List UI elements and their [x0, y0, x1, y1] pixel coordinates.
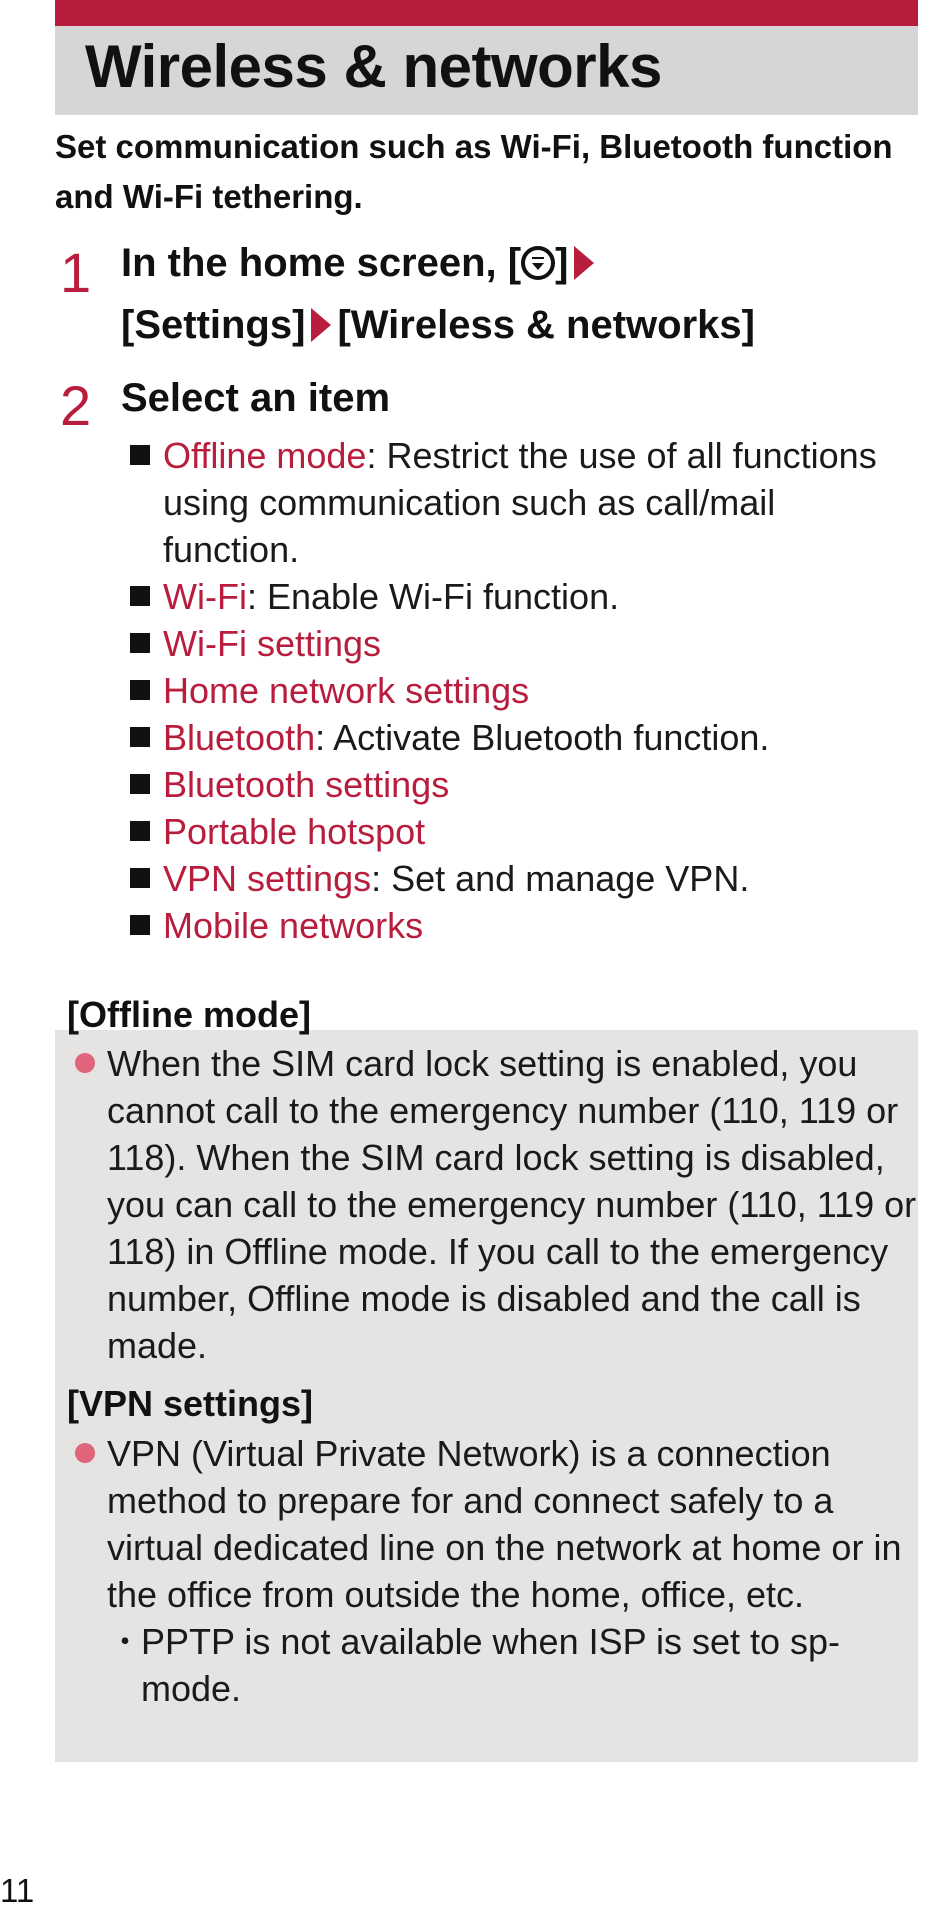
item-name: Portable hotspot: [163, 811, 426, 852]
step-1-part3: [Settings]: [121, 303, 306, 347]
page-number: 11: [0, 1872, 35, 1909]
square-bullet-icon: [130, 774, 150, 794]
vpn-sub-note-text: PPTP is not available when ISP is set to sp-mode.: [141, 1621, 841, 1709]
item-name: Home network settings: [163, 670, 530, 711]
square-bullet-icon: [130, 727, 150, 747]
step-number-2: 2: [60, 374, 92, 437]
vpn-note-heading: [VPN settings]: [67, 1383, 314, 1424]
menu-key-icon: [521, 246, 555, 280]
square-bullet-icon: [130, 633, 150, 653]
item-desc: : Enable Wi-Fi function.: [246, 576, 620, 617]
item-name: Bluetooth: [163, 717, 316, 758]
list-item-home-network-settings: [130, 667, 920, 714]
square-bullet-icon: [130, 915, 150, 935]
page-title: Wireless & networks: [85, 33, 662, 100]
item-desc: : Set and manage VPN.: [371, 858, 750, 899]
arrow-right-icon: [311, 308, 331, 342]
item-name: Wi-Fi settings: [163, 623, 382, 664]
item-desc: : Restrict the use of all functions using communication such as call/mail function.: [163, 435, 877, 570]
step-1-part4: [Wireless & networks]: [337, 303, 755, 347]
list-item-wifi: [130, 573, 920, 620]
intro-text: Set communication such as Wi-Fi, Bluetooth function and Wi-Fi tethering.: [55, 128, 893, 215]
list-item-vpn-settings: [130, 855, 920, 902]
bullet-dot-icon: [75, 1053, 95, 1073]
list-item-mobile-networks: [130, 902, 920, 949]
square-bullet-icon: [130, 680, 150, 700]
arrow-right-icon: [574, 246, 594, 280]
step-1-text: [121, 232, 931, 356]
list-item-bluetooth: [130, 714, 920, 761]
square-bullet-icon: [130, 445, 150, 465]
vpn-sub-note: [107, 1618, 907, 1712]
item-name: VPN settings: [163, 858, 372, 899]
item-name: Offline mode: [163, 435, 367, 476]
item-name: Wi-Fi: [163, 576, 247, 617]
sub-bullet-marker: ・: [107, 1621, 144, 1662]
settings-item-list: [130, 432, 920, 949]
bullet-dot-icon: [75, 1443, 95, 1463]
vpn-note-text: VPN (Virtual Private Network) is a connection method to prepare for and connect safely to a virtual dedicated line on the network at home or in the office from outside the home, office, etc.: [107, 1433, 902, 1615]
list-item-wifi-settings: [130, 620, 920, 667]
step-number-1: 1: [60, 241, 92, 304]
square-bullet-icon: [130, 868, 150, 888]
offline-note-text: When the SIM card lock setting is enabled, you cannot call to the emergency number (110, 119 or 118). When the SIM card lock setting is disabled, you can call to the emergency number (110, 119 or 118) in Offline mode. If you call to the emergency number, Offline mode is disabled and the call is made.: [107, 1043, 917, 1366]
step-1-part1: In the home screen, [: [121, 241, 522, 285]
list-item-portable-hotspot: [130, 808, 920, 855]
step-1-part2: ]: [555, 241, 569, 285]
step-2-text: Select an item: [121, 376, 391, 420]
item-name: Bluetooth settings: [163, 764, 450, 805]
square-bullet-icon: [130, 821, 150, 841]
list-item-bluetooth-settings: [130, 761, 920, 808]
offline-note-heading: [Offline mode]: [67, 994, 311, 1035]
title-bar: [55, 0, 918, 115]
square-bullet-icon: [130, 586, 150, 606]
item-name: Mobile networks: [163, 905, 424, 946]
list-item-offline-mode: [130, 432, 920, 573]
item-desc: : Activate Bluetooth function.: [315, 717, 770, 758]
title-stripe: [55, 0, 918, 26]
